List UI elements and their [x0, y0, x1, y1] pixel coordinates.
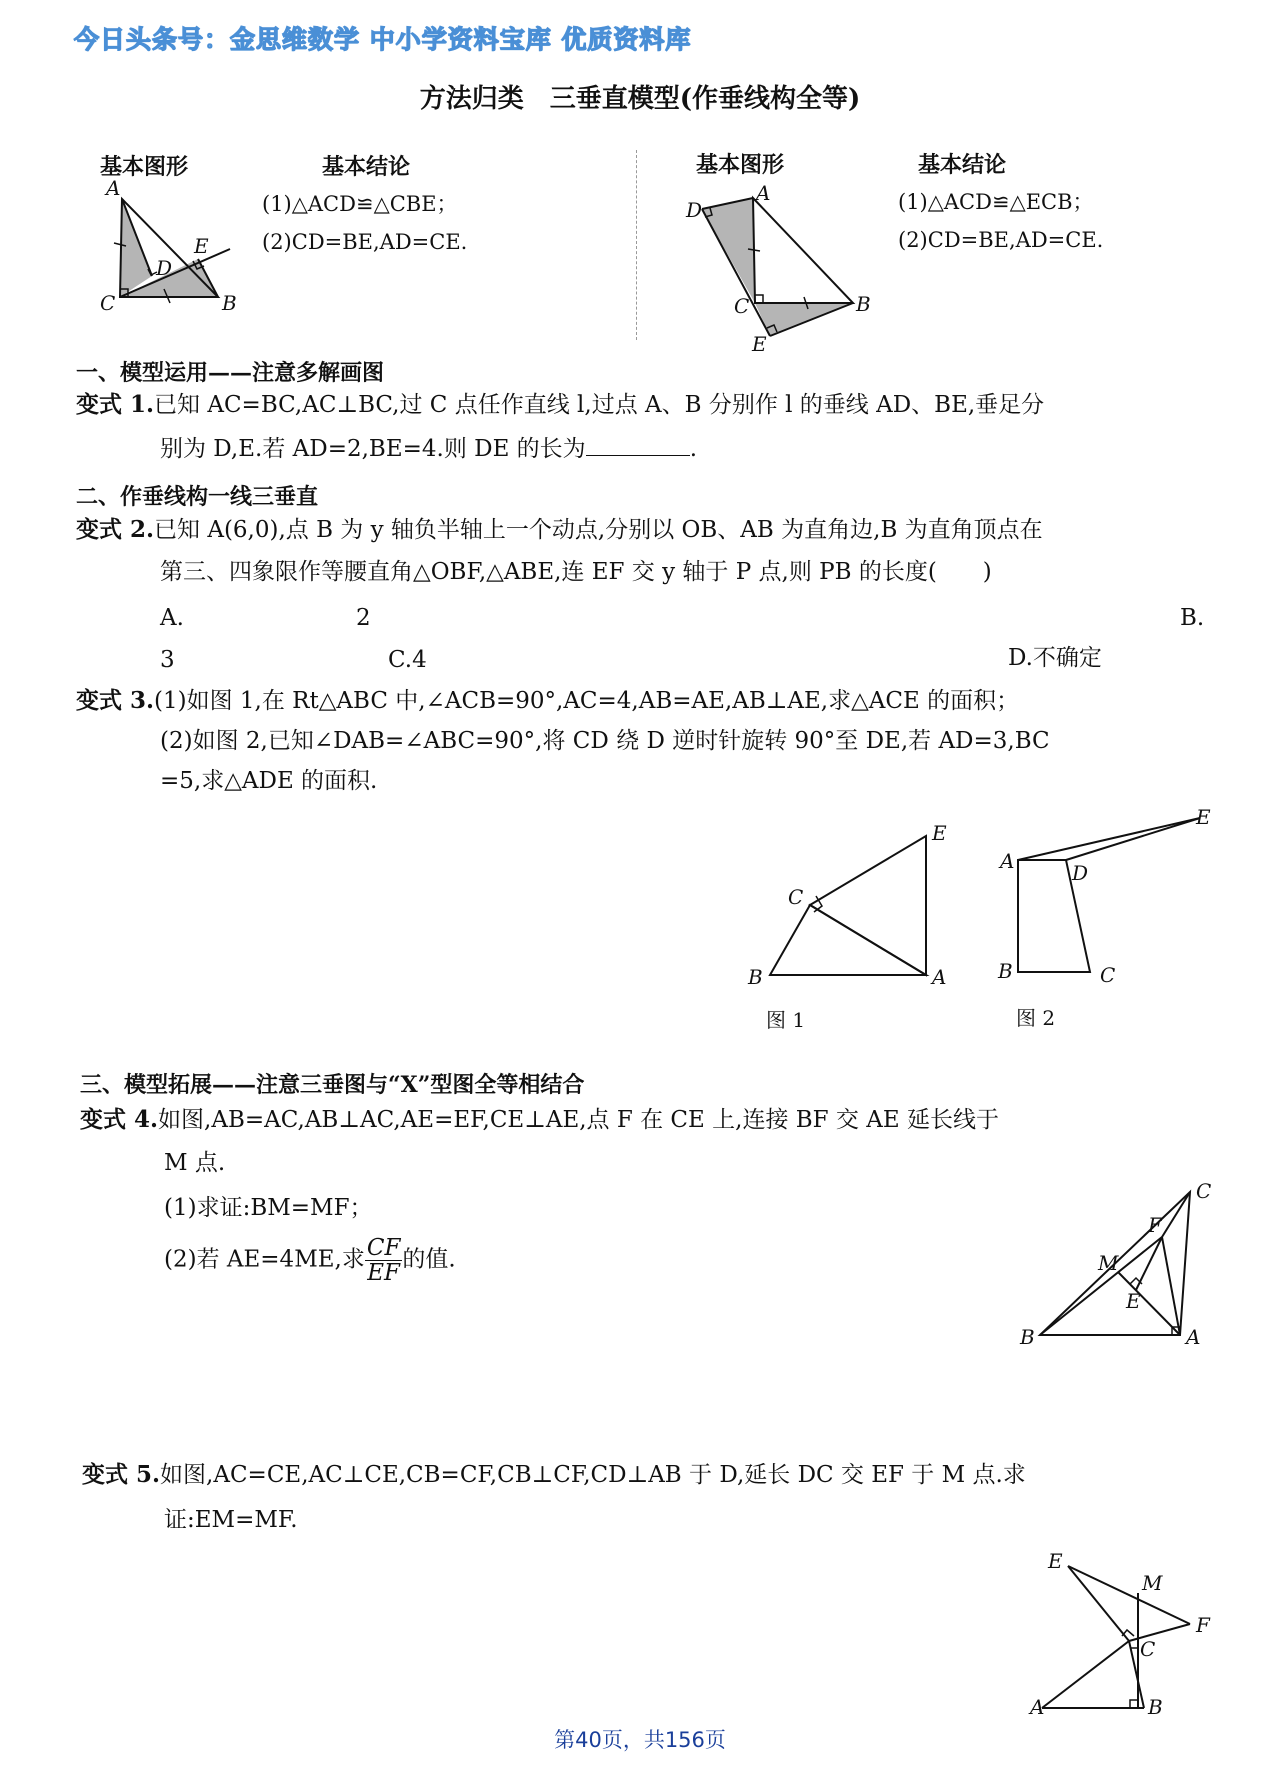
- fig5-label-e: E: [1048, 1549, 1063, 1573]
- variant-2-label: 变式 2.: [76, 516, 155, 543]
- fig5-segment-ca: [1042, 1641, 1129, 1708]
- variant-4-part-2: [164, 1236, 456, 1285]
- watermark-text: 今日头条号：金思维数学 中小学资料宝库 优质资料库: [74, 25, 692, 54]
- variant-4-part-2-post: 的值.: [402, 1246, 456, 1273]
- right-triangle-abc: [753, 198, 853, 303]
- fraction-denominator: EF: [367, 1260, 401, 1286]
- fig2-segment-de: [1066, 818, 1200, 860]
- variant-5-text-1: 如图,AC=CE,AC⊥CE,CB=CF,CB⊥CF,CD⊥AB 于 D,延长 DC 交 EF 于 M 点.求: [160, 1462, 1026, 1488]
- section-2-heading: 二、作垂线构一线三垂直: [76, 484, 319, 510]
- fig1-label-a: A: [932, 965, 947, 989]
- fig5-label-b: B: [1148, 1695, 1163, 1719]
- variant-4-part-2-pre: (2)若 AE=4ME,求: [164, 1246, 365, 1273]
- fig1-label-b: B: [748, 965, 763, 989]
- left-basic-figure: [90, 176, 250, 315]
- fig2-label-d: D: [1072, 861, 1089, 885]
- variant-3-line-2: (2)如图 2,已知∠DAB=∠ABC=90°,将 CD 绕 D 逆时针旋转 90°至 DE,若 AD=3,BC: [160, 728, 1050, 754]
- right-label-d: D: [686, 198, 703, 222]
- variant-1-text-1: 已知 AC=BC,AC⊥BC,过 C 点任作直线 l,过点 A、B 分别作 l 的垂线 AD、BE,垂足分: [154, 392, 1045, 418]
- fig4-label-f: F: [1148, 1213, 1162, 1237]
- fig5-label-a: A: [1030, 1695, 1045, 1719]
- fraction-numerator: CF: [366, 1235, 401, 1261]
- right-basic-figure: [686, 181, 890, 356]
- left-label-d: D: [156, 256, 173, 280]
- variant-1-line-1: [76, 390, 1044, 420]
- right-shape-heading: 基本图形: [696, 152, 785, 178]
- fig2-label-b: B: [998, 959, 1013, 983]
- variant-2-text-1: 已知 A(6,0),点 B 为 y 轴负半轴上一个动点,分别以 OB、AB 为直角边,B 为直角顶点在: [154, 517, 1043, 543]
- fig2-label-c: C: [1100, 963, 1116, 987]
- right-conclusion-heading: 基本结论: [918, 152, 1007, 178]
- right-label-b: B: [856, 292, 871, 316]
- page-number-footer: 第40页，共156页: [554, 1728, 726, 1752]
- left-label-a: A: [106, 176, 121, 200]
- fig2-label-e: E: [1196, 805, 1211, 829]
- page-title: 方法归类 三垂直模型(作垂线构全等): [419, 84, 861, 114]
- section-3-heading: 三、模型拓展——注意三垂图与“X”型图全等相结合: [80, 1072, 585, 1098]
- figure-1: [740, 820, 970, 1000]
- answer-blank[interactable]: [586, 435, 690, 456]
- variant-5-label: 变式 5.: [82, 1461, 161, 1488]
- section-1-heading: 一、模型运用——注意多解画图: [76, 360, 385, 386]
- left-label-e: E: [194, 234, 209, 258]
- variant-1-text-2: 别为 D,E.若 AD=2,BE=4.则 DE 的长为: [160, 436, 586, 462]
- option-c: C.4: [388, 647, 427, 673]
- right-triangle-acd: [702, 198, 755, 303]
- fig5-segment-ef: [1068, 1566, 1190, 1624]
- left-conclusion-2: (2)CD=BE,AD=CE.: [262, 230, 468, 254]
- fig2-label-a: A: [1000, 849, 1015, 873]
- fig1-label-c: C: [788, 885, 804, 909]
- variant-4-line-2: M 点.: [164, 1150, 226, 1176]
- fig5-right-angle-d: [1130, 1700, 1138, 1708]
- right-conclusion-2: (2)CD=BE,AD=CE.: [898, 228, 1104, 252]
- fig4-label-c: C: [1196, 1179, 1212, 1203]
- variant-2-line-1: [76, 515, 1043, 545]
- variant-4-figure: [1020, 1180, 1230, 1350]
- variant-3-text-1: (1)如图 1,在 Rt△ABC 中,∠ACB=90°,AC=4,AB=AE,AB⊥AE,求△ACE 的面积；: [154, 688, 1020, 714]
- variant-1-line-2: [160, 434, 697, 464]
- fraction-cf-ef: [365, 1236, 403, 1285]
- right-right-angle-c: [755, 295, 763, 303]
- fig4-label-b: B: [1020, 1325, 1035, 1349]
- variant-3-label: 变式 3.: [76, 687, 155, 714]
- fig5-right-angle-c2: [1131, 1642, 1138, 1648]
- fig5-label-m: M: [1142, 1571, 1163, 1595]
- fig4-label-m: M: [1098, 1251, 1119, 1275]
- figure-1-caption: 图 1: [766, 1008, 806, 1032]
- variant-3-line-1: [76, 686, 1019, 716]
- variant-5-line-1: [82, 1460, 1026, 1490]
- variant-4-line-1: [80, 1105, 999, 1135]
- variant-1-text-2-end: .: [689, 436, 697, 462]
- option-b-label: B.: [1180, 605, 1205, 631]
- fig1-triangle-abc: [770, 905, 926, 975]
- figure-2-caption: 图 2: [1016, 1006, 1056, 1030]
- variant-4-part-1: (1)求证:BM=MF；: [164, 1195, 373, 1221]
- variant-4-label: 变式 4.: [80, 1106, 159, 1133]
- fig2-segment-ae: [1018, 818, 1200, 860]
- option-a-label: A.: [160, 605, 184, 631]
- fig4-label-e: E: [1126, 1289, 1141, 1313]
- left-shape-heading: 基本图形: [100, 154, 189, 180]
- fig5-label-c: C: [1140, 1637, 1156, 1661]
- option-a-value: 2: [356, 605, 371, 631]
- fig4-label-a: A: [1186, 1325, 1201, 1349]
- right-label-e: E: [752, 332, 767, 356]
- fig1-label-e: E: [932, 821, 947, 845]
- column-divider: [636, 150, 637, 340]
- option-d: D.不确定: [1008, 645, 1102, 671]
- variant-2-line-2: 第三、四象限作等腰直角△OBF,△ABE,连 EF 交 y 轴于 P 点,则 PB 的长度( ): [160, 559, 992, 585]
- left-label-c: C: [100, 291, 116, 315]
- left-conclusion-1: (1)△ACD≌△CBE；: [262, 192, 458, 216]
- variant-3-line-3: =5,求△ADE 的面积.: [160, 768, 378, 794]
- option-b-value: 3: [160, 647, 175, 673]
- fig1-triangle-ace: [810, 836, 926, 975]
- fig5-label-f: F: [1196, 1613, 1210, 1637]
- right-label-c: C: [734, 294, 750, 318]
- variant-5-figure: [1030, 1550, 1230, 1720]
- right-conclusion-1: (1)△ACD≌△ECB；: [898, 190, 1094, 214]
- variant-4-text-1: 如图,AB=AC,AB⊥AC,AE=EF,CE⊥AE,点 F 在 CE 上,连接 BF 交 AE 延长线于: [158, 1107, 999, 1133]
- variant-5-line-2: 证:EM=MF.: [164, 1507, 298, 1533]
- left-label-b: B: [222, 291, 237, 315]
- fig5-segment-ec: [1068, 1566, 1129, 1641]
- figure-2: [990, 800, 1220, 990]
- right-label-a: A: [756, 181, 771, 205]
- left-conclusion-heading: 基本结论: [322, 154, 411, 180]
- variant-1-label: 变式 1.: [76, 391, 155, 418]
